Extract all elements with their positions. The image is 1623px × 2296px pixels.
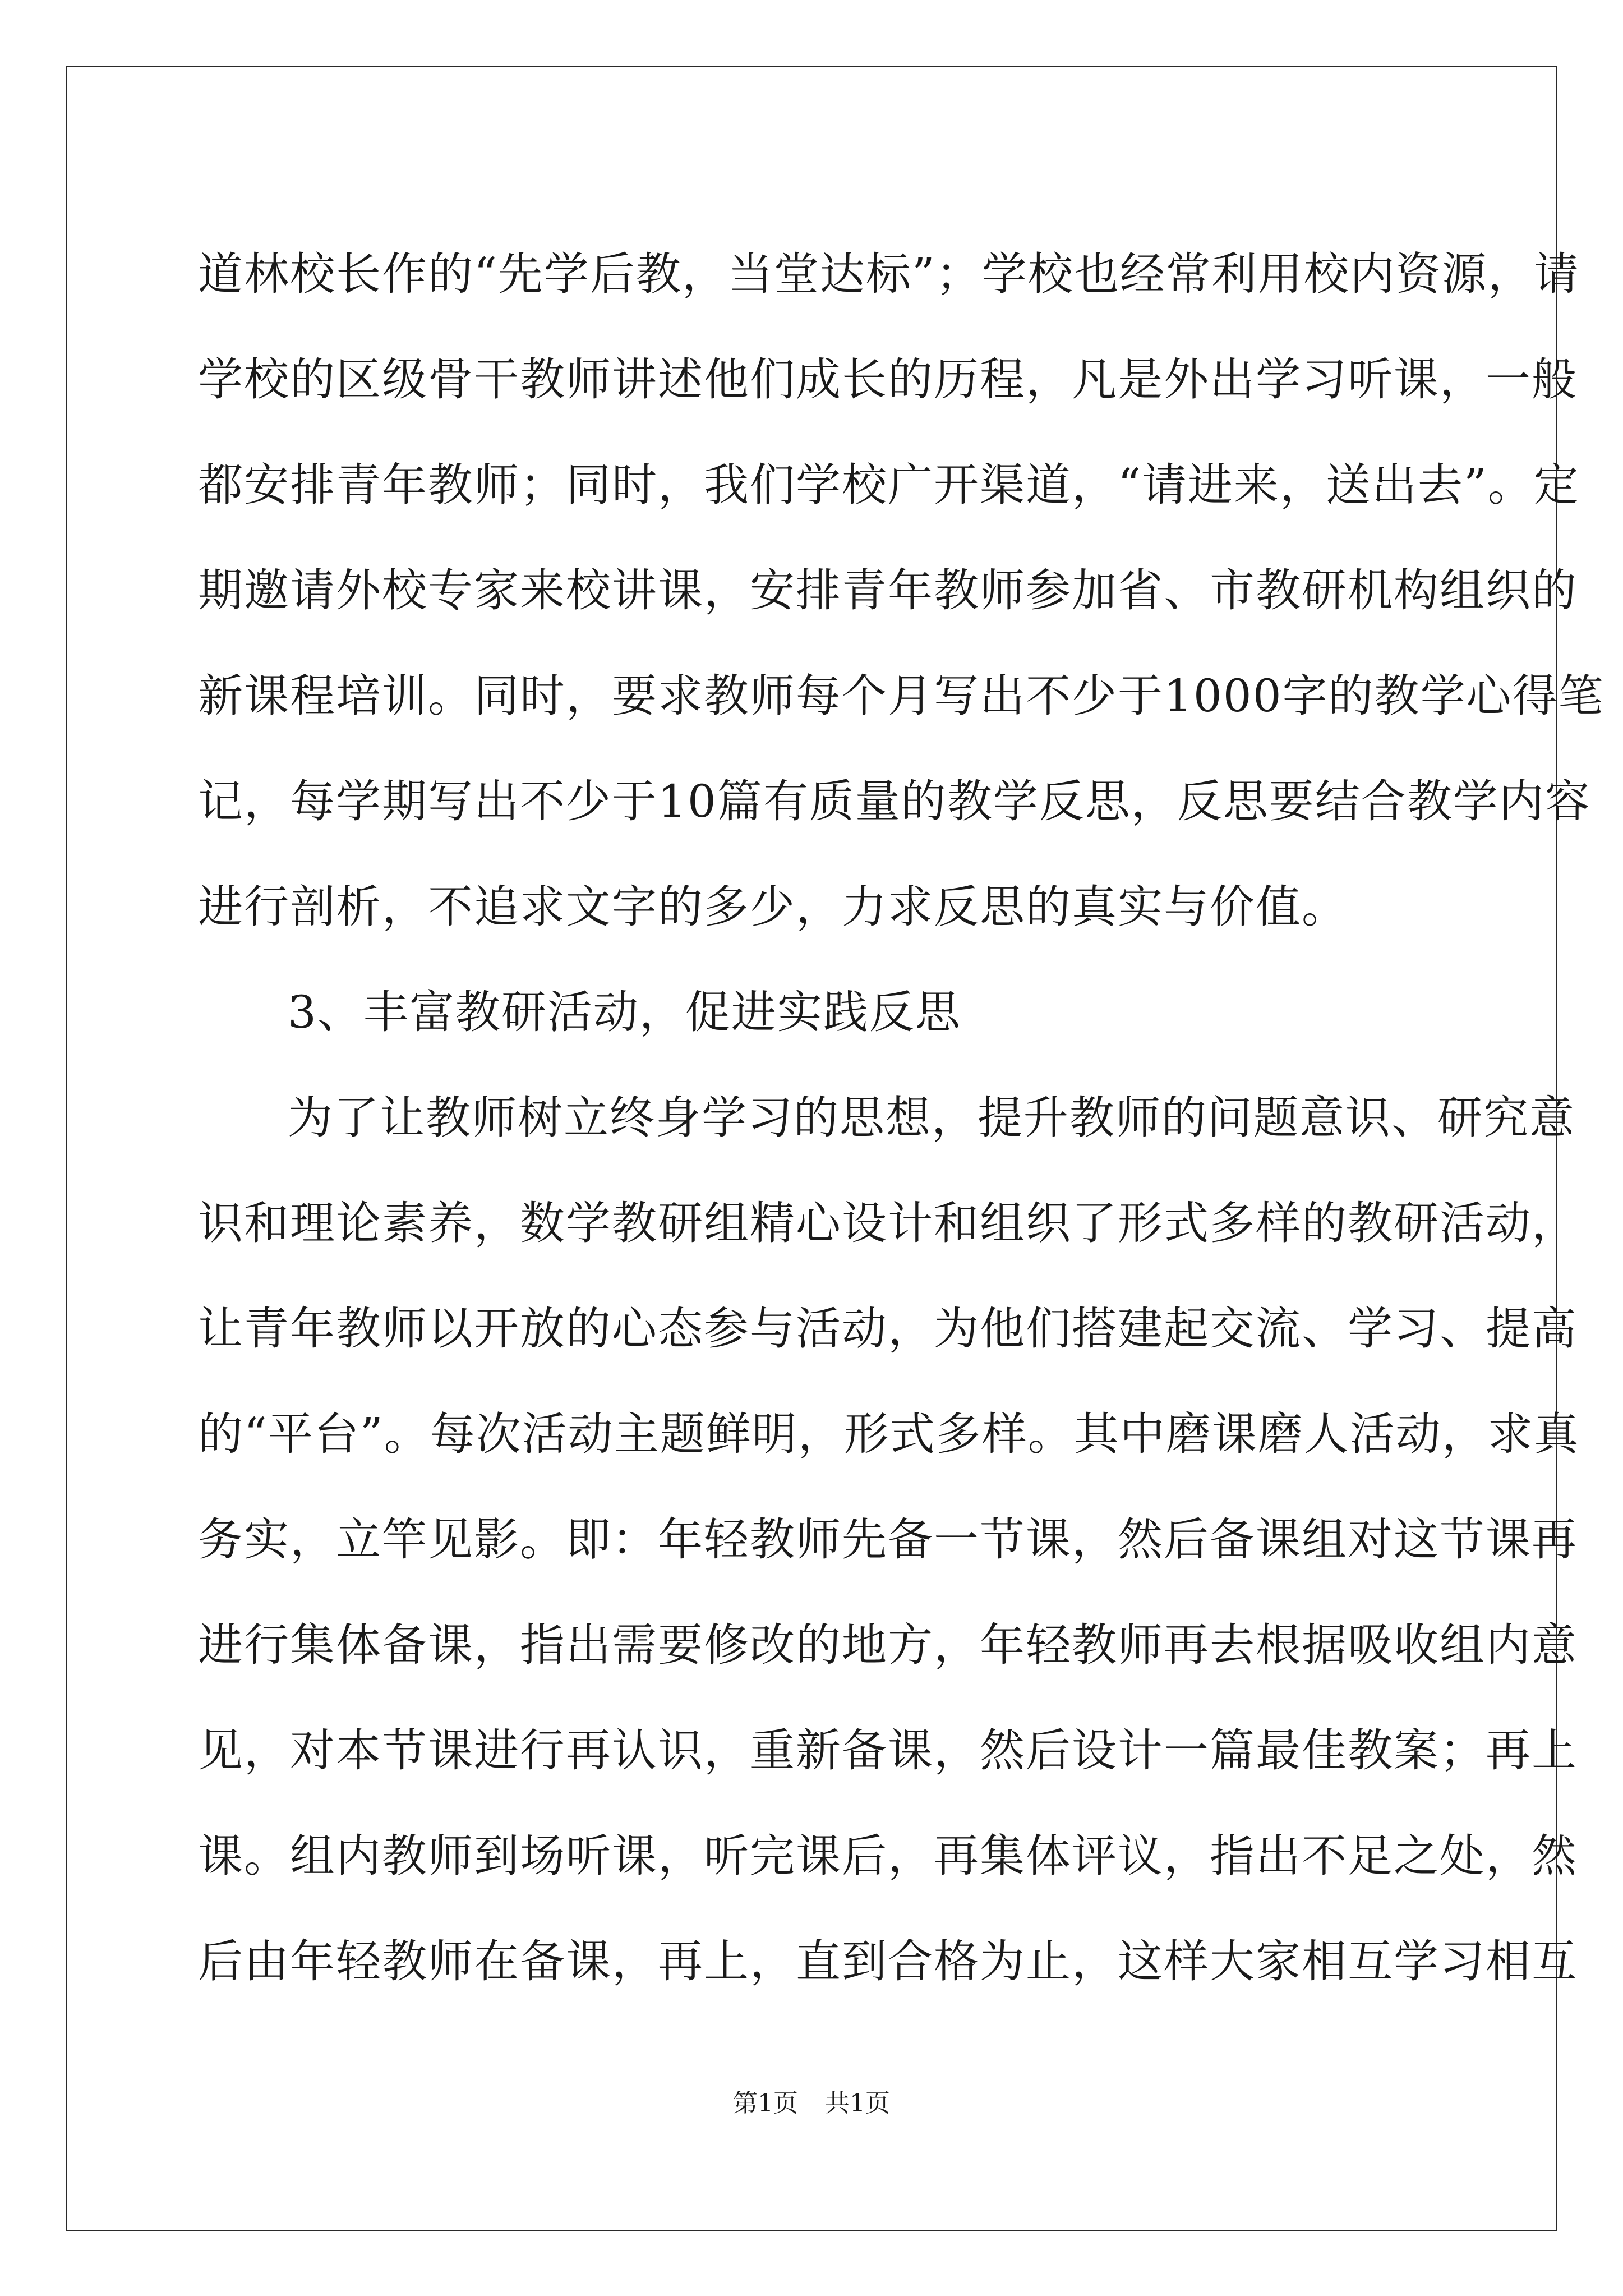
text-line: 课。组内教师到场听课，听完课后，再集体评议，指出不足之处，然 <box>198 1830 1578 1882</box>
page-number: 第1页 <box>733 2089 798 2118</box>
page-total: 共1页 <box>825 2089 890 2118</box>
text-line: 务实，立竿见影。即：年轻教师先备一节课，然后备课组对这节课再 <box>198 1513 1578 1566</box>
text-line: 都安排青年教师；同时，我们学校广开渠道，“请进来，送出去”。定 <box>198 459 1580 511</box>
text-line: 的“平台”。每次活动主题鲜明，形式多样。其中磨课磨人活动，求真 <box>198 1408 1580 1460</box>
text-line: 道林校长作的“先学后教，当堂达标”；学校也经常利用校内资源，请 <box>198 248 1580 300</box>
text-line: 后由年轻教师在备课，再上，直到合格为止，这样大家相互学习相互 <box>198 1935 1578 1987</box>
text-line: 进行集体备课，指出需要修改的地方，年轻教师再去根据吸收组内意 <box>198 1619 1578 1671</box>
text-line: 期邀请外校专家来校讲课，安排青年教师参加省、市教研机构组织的 <box>198 564 1578 616</box>
text-line: 新课程培训。同时，要求教师每个月写出不少于1000字的教学心得笔 <box>198 670 1604 722</box>
text-line: 记，每学期写出不少于10篇有质量的教学反思，反思要结合教学内容 <box>198 775 1591 827</box>
text-line: 识和理论素养，数学教研组精心设计和组织了形式多样的教研活动， <box>198 1197 1578 1249</box>
text-line: 让青年教师以开放的心态参与活动，为他们搭建起交流、学习、提高 <box>198 1303 1578 1355</box>
section-heading: 3、丰富教研活动，促进实践反思 <box>288 986 961 1038</box>
text-line: 为了让教师树立终身学习的思想，提升教师的问题意识、研究意 <box>288 1092 1575 1144</box>
document-body <box>198 222 1604 2014</box>
text-line: 见，对本节课进行再认识，重新备课，然后设计一篇最佳教案；再上 <box>198 1724 1578 1777</box>
text-line: 学校的区级骨干教师讲述他们成长的历程，凡是外出学习听课，一般 <box>198 353 1578 406</box>
page-footer <box>0 2087 1623 2120</box>
text-line: 进行剖析，不追求文字的多少，力求反思的真实与价值。 <box>198 881 1348 933</box>
